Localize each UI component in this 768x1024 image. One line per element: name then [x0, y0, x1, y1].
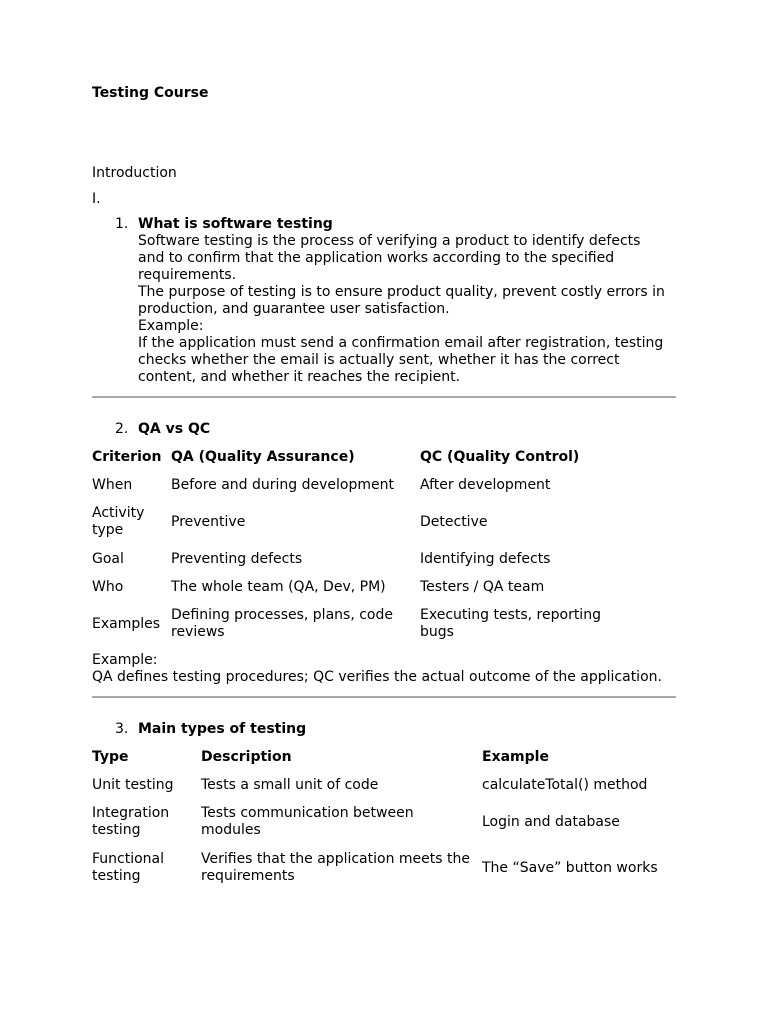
table-cell: Examples [92, 615, 161, 632]
body-line: requirements. [138, 267, 237, 283]
section-heading [92, 216, 676, 233]
table-header-row [92, 444, 676, 471]
table-cell: Unit testing [92, 776, 174, 793]
table-cell: Tests a small unit of code [201, 776, 379, 793]
table-row [92, 845, 676, 891]
table-cell: Goal [92, 550, 124, 567]
column-header: Type [92, 749, 129, 765]
table-cell: When [92, 476, 133, 493]
section-body [92, 233, 676, 386]
table-row [92, 545, 676, 573]
table-cell: Functional testing [92, 851, 165, 884]
table-cell: Identifying defects [420, 550, 551, 567]
table-cell: Detective [420, 513, 488, 530]
body-line: The purpose of testing is to ensure product quality, prevent costly errors in [138, 284, 665, 300]
body-line: If the application must send a confirmation email after registration, testing [138, 335, 664, 351]
column-header: Example [482, 749, 549, 765]
column-header: Description [201, 749, 292, 765]
column-header: Criterion [92, 449, 162, 465]
body-line: content, and whether it reaches the recipient. [138, 369, 461, 385]
testing-types-table [92, 744, 676, 891]
divider [92, 696, 676, 698]
body-line: checks whether the email is actually sent, whether it has the correct [138, 352, 620, 368]
example-text: QA defines testing procedures; QC verifies the actual outcome of the application. [92, 669, 662, 685]
table-row [92, 601, 676, 647]
document-title: Testing Course [92, 85, 209, 101]
table-row [92, 799, 676, 845]
column-header: QA (Quality Assurance) [171, 449, 355, 465]
section-what-is-testing [92, 216, 676, 386]
body-line: Software testing is the process of verifying a product to identify defects [138, 233, 641, 249]
section-number: 3. [115, 721, 129, 737]
table-cell: After development [420, 476, 551, 493]
section-title: QA vs QC [138, 421, 211, 437]
table-header-row [92, 744, 676, 771]
section-heading [92, 421, 676, 438]
section-title: Main types of testing [138, 721, 307, 737]
table-cell: Who [92, 578, 124, 595]
table-row [92, 499, 676, 545]
table-cell: Executing tests, reporting bugs [420, 607, 601, 640]
table-cell: Activity type [92, 505, 145, 538]
table-cell: Tests communication between modules [201, 805, 414, 838]
introduction-heading: Introduction [92, 165, 177, 181]
column-header: QC (Quality Control) [420, 449, 580, 465]
table-cell: Testers / QA team [420, 578, 545, 595]
section-heading [92, 721, 676, 738]
section-number: 1. [115, 216, 129, 232]
section-number: 2. [115, 421, 129, 437]
table-cell: Login and database [482, 813, 620, 830]
table-cell: Preventive [171, 513, 246, 530]
roman-numeral-one: I. [92, 191, 101, 207]
qa-qc-example [92, 652, 662, 686]
table-row [92, 771, 676, 799]
table-cell: Before and during development [171, 476, 394, 493]
qa-qc-table [92, 444, 676, 647]
table-cell: The “Save” button works [482, 859, 658, 876]
table-cell: Preventing defects [171, 550, 303, 567]
divider [92, 396, 676, 398]
table-row [92, 471, 676, 499]
body-line: production, and guarantee user satisfaction. [138, 301, 450, 317]
section-title: What is software testing [138, 216, 333, 232]
table-row [92, 573, 676, 601]
table-cell: calculateTotal() method [482, 776, 648, 793]
table-cell: Integration testing [92, 805, 170, 838]
table-cell: The whole team (QA, Dev, PM) [171, 578, 386, 595]
table-cell: Verifies that the application meets the requirements [201, 851, 470, 884]
body-line: and to confirm that the application works according to the specified [138, 250, 615, 266]
table-cell: Defining processes, plans, code reviews [171, 607, 393, 640]
section-testing-types [92, 721, 676, 891]
body-line: Example: [138, 318, 204, 334]
example-label: Example: [92, 652, 158, 668]
section-qa-vs-qc [92, 421, 676, 647]
